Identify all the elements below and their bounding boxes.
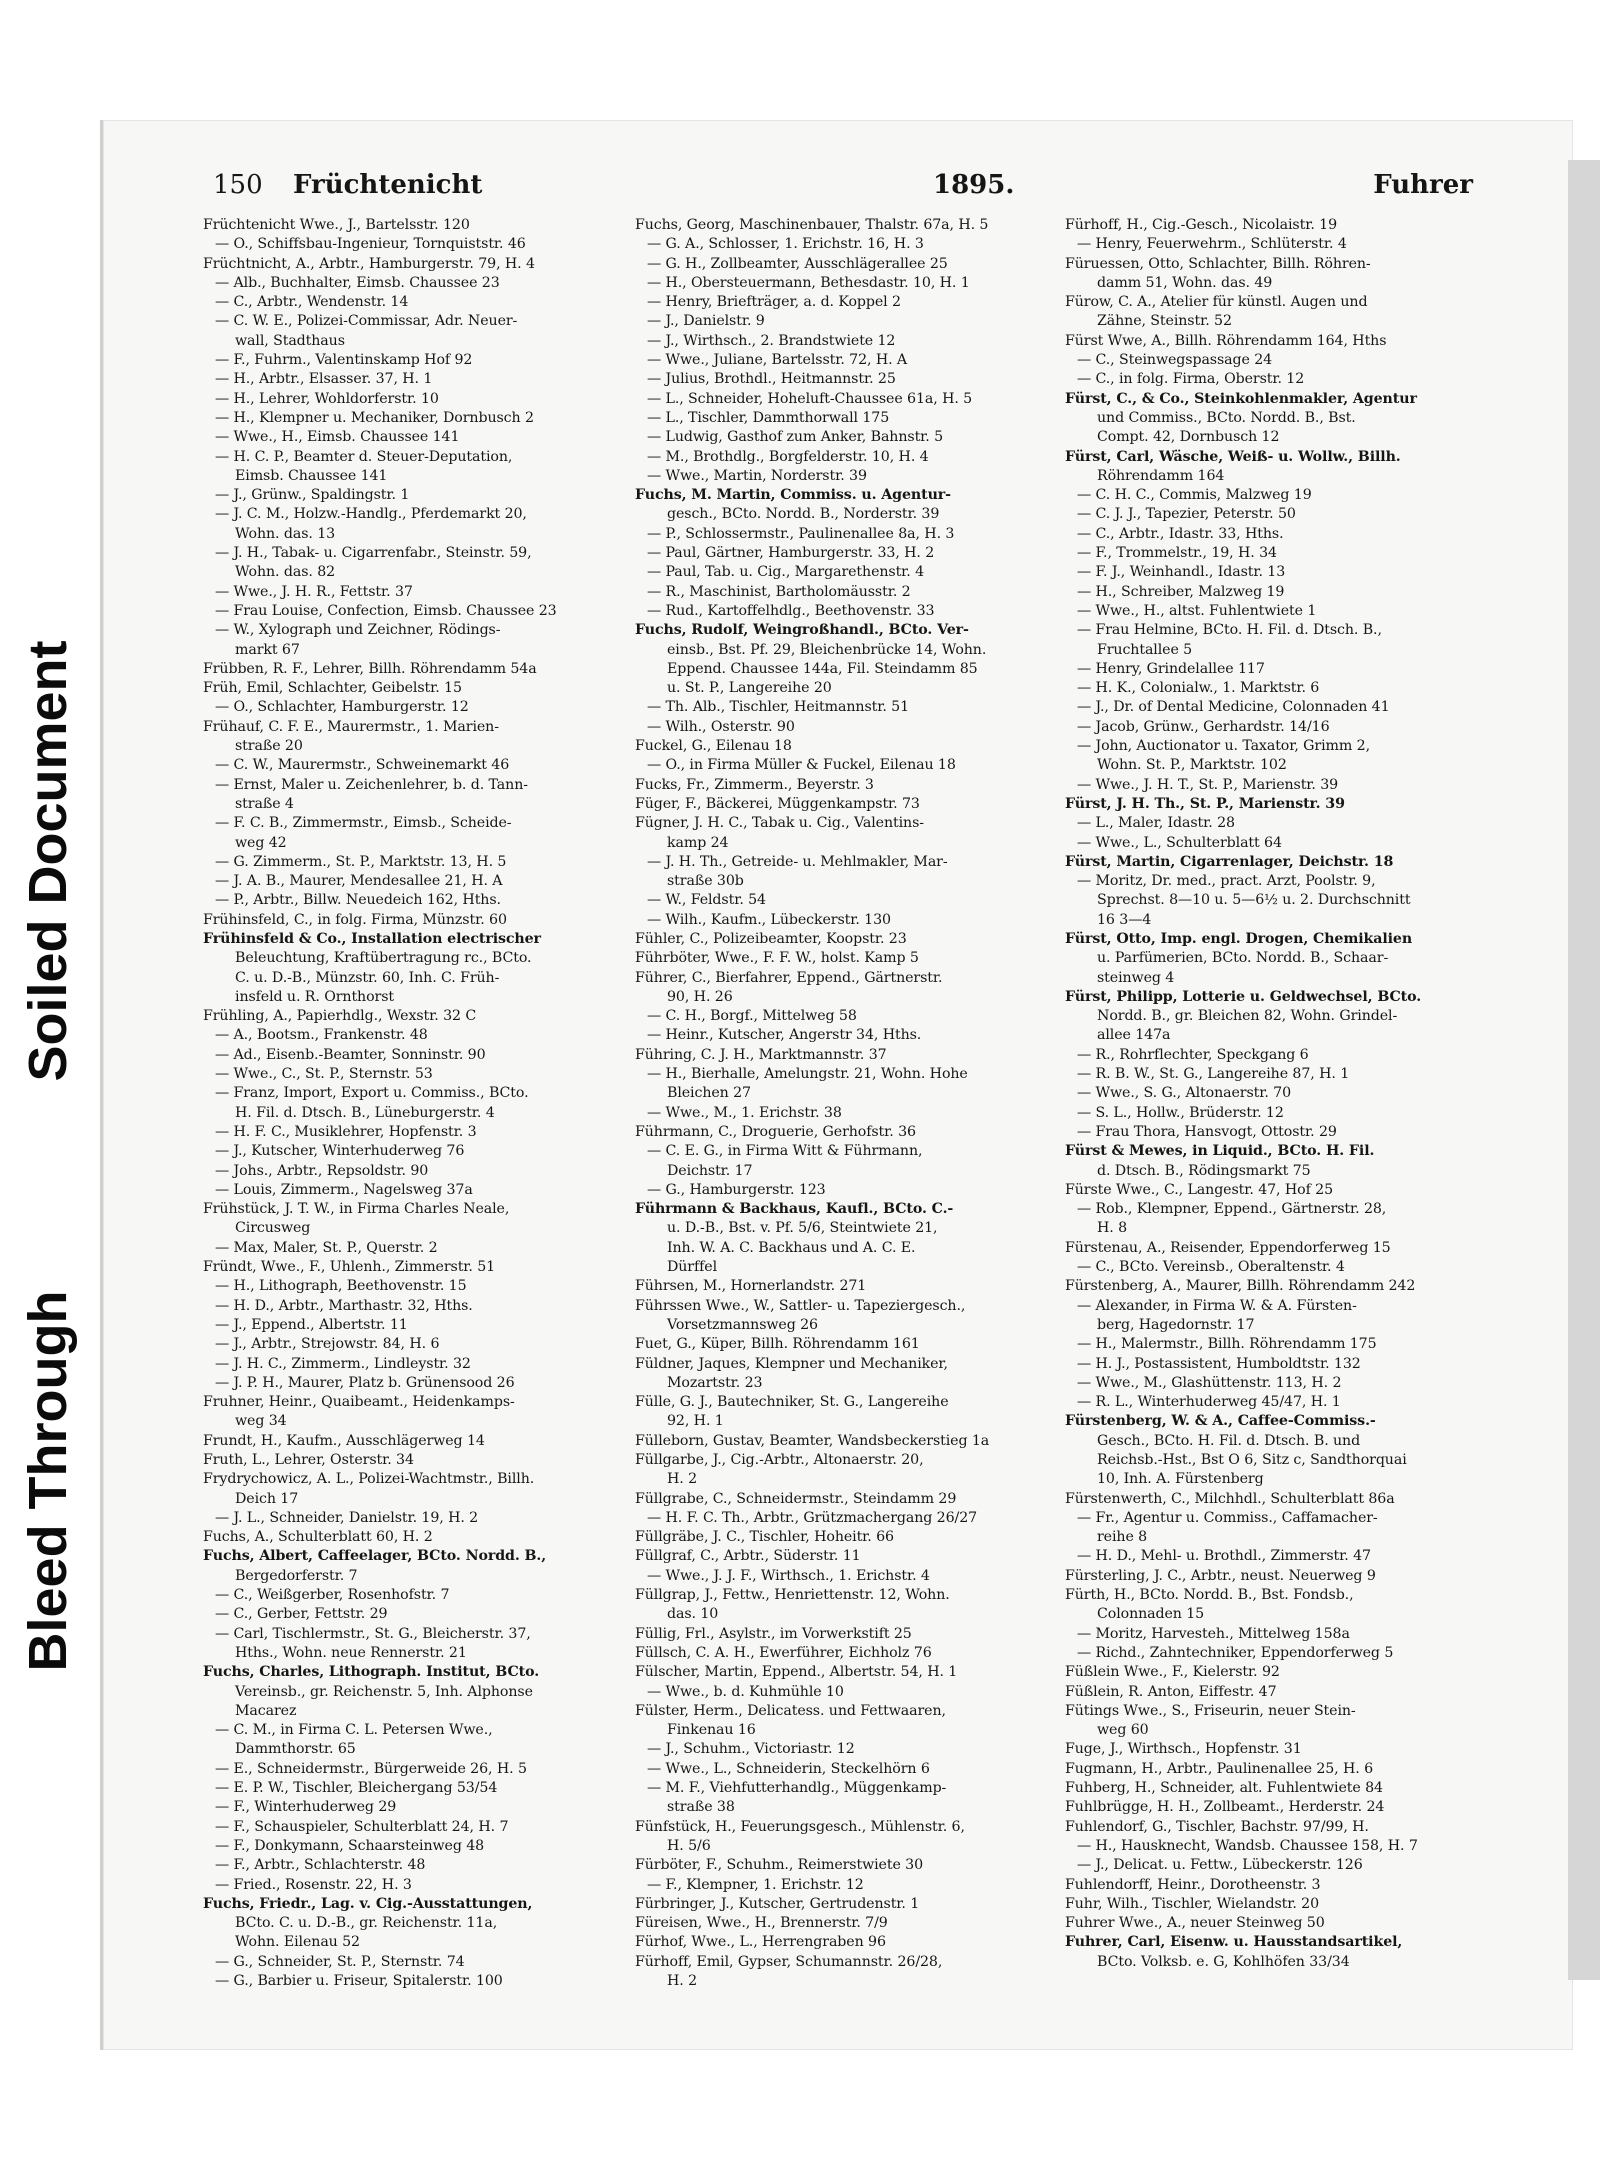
directory-entry: Füruessen, Otto, Schlachter, Billh. Röhren- <box>1065 255 1371 272</box>
directory-entry: — Henry, Grindelallee 117 <box>1077 660 1265 677</box>
directory-entry: 10, Inh. A. Fürstenberg <box>1097 1471 1264 1488</box>
directory-entry: Fuhberg, H., Schneider, alt. Fuhlentwiete 84 <box>1065 1780 1383 1797</box>
directory-entry: Fügner, J. H. C., Tabak u. Cig., Valentins- <box>635 815 924 832</box>
directory-entry: Inh. W. A. C. Backhaus und A. C. E. <box>667 1239 916 1256</box>
directory-entry: — C., Arbtr., Idastr. 33, Hths. <box>1077 525 1284 542</box>
directory-entry: — J., Dr. of Dental Medicine, Colonnaden 41 <box>1077 699 1390 716</box>
directory-entry: Fürstenberg, W. & A., Caffee-Commiss.- <box>1065 1413 1376 1430</box>
directory-entry: H. 5/6 <box>667 1837 711 1854</box>
directory-entry: — A., Bootsm., Frankenstr. 48 <box>215 1027 428 1044</box>
directory-entry: — Fried., Rosenstr. 22, H. 3 <box>215 1876 412 1893</box>
directory-entry: Füllgrap, J., Fettw., Henriettenstr. 12, Wohn. <box>635 1587 950 1604</box>
directory-entry: — Rob., Klempner, Eppend., Gärtnerstr. 28, <box>1077 1201 1387 1218</box>
directory-entry: Fürst, J. H. Th., St. P., Marienstr. 39 <box>1065 795 1345 812</box>
directory-entry: Führssen Wwe., W., Sattler- u. Tapeziergesch., <box>635 1297 966 1314</box>
directory-entry: Fünfstück, H., Feuerungsgesch., Mühlenstr. 6, <box>635 1818 965 1835</box>
directory-entry: Eppend. Chaussee 144a, Fil. Steindamm 85 <box>667 660 978 677</box>
directory-entry: Dammthorstr. 65 <box>235 1741 356 1758</box>
directory-entry: BCto. C. u. D.-B., gr. Reichenstr. 11a, <box>235 1915 498 1932</box>
directory-entry: — Rud., Kartoffelhdlg., Beethovenstr. 33 <box>647 602 935 619</box>
directory-entry: — M., Brothdlg., Borgfelderstr. 10, H. 4 <box>647 448 929 465</box>
directory-entry: — J. P. H., Maurer, Platz b. Grünensood 26 <box>215 1374 515 1391</box>
directory-entry: wall, Stadthaus <box>235 332 345 349</box>
directory-entry: Führing, C. J. H., Marktmannstr. 37 <box>635 1046 887 1063</box>
directory-entry: Wohn. Eilenau 52 <box>235 1934 360 1951</box>
directory-entry: allee 147a <box>1097 1027 1171 1044</box>
directory-entry: — Wwe., Juliane, Bartelsstr. 72, H. A <box>647 352 908 369</box>
directory-entry: 90, H. 26 <box>667 988 733 1005</box>
directory-entry: Compt. 42, Dornbusch 12 <box>1097 429 1280 446</box>
directory-entry: Fuchs, A., Schulterblatt 60, H. 2 <box>203 1529 433 1546</box>
directory-entry: gesch., BCto. Nordd. B., Norderstr. 39 <box>667 506 940 523</box>
directory-entry: — J. C. M., Holzw.-Handlg., Pferdemarkt 20, <box>215 506 527 523</box>
directory-entry: H. 2 <box>667 1973 698 1990</box>
directory-entry: — Jacob, Grünw., Gerhardstr. 14/16 <box>1077 718 1330 735</box>
directory-entry: — J. A. B., Maurer, Mendesallee 21, H. A <box>215 873 503 890</box>
directory-entry: Füllgräbe, J. C., Tischler, Hoheitr. 66 <box>635 1529 894 1546</box>
directory-entry: Fürst & Mewes, in Liquid., BCto. H. Fil. <box>1065 1143 1375 1160</box>
directory-entry: Füllgarbe, J., Cig.-Arbtr., Altonaerstr. 20, <box>635 1452 924 1468</box>
directory-entry: — L., Maler, Idastr. 28 <box>1077 815 1235 832</box>
directory-entry: Frübben, R. F., Lehrer, Billh. Röhrendamm 54a <box>203 660 537 677</box>
directory-entry: — G. A., Schlosser, 1. Erichstr. 16, H. 3 <box>647 236 924 253</box>
directory-entry: Fuge, J., Wirthsch., Hopfenstr. 31 <box>1065 1741 1302 1758</box>
directory-entry: — Wwe., H., Eimsb. Chaussee 141 <box>215 429 460 446</box>
directory-entry: — J., Kutscher, Winterhuderweg 76 <box>215 1143 465 1160</box>
directory-entry: — Henry, Feuerwehrm., Schlüterstr. 4 <box>1077 236 1347 253</box>
directory-entry: Füllsch, C. A. H., Ewerführer, Eichholz 76 <box>635 1644 932 1661</box>
directory-entry: — Alexander, in Firma W. & A. Fürsten- <box>1077 1297 1357 1314</box>
directory-entry: Fründt, Wwe., F., Uhlenh., Zimmerstr. 51 <box>203 1259 496 1276</box>
directory-entry: — P., Schlossermstr., Paulinenallee 8a, H. 3 <box>647 525 955 542</box>
directory-entry: u. D.-B., Bst. v. Pf. 5/6, Steintwiete 21, <box>667 1220 938 1237</box>
directory-entry: Frydrychowicz, A. L., Polizei-Wachtmstr., Billh. <box>203 1471 535 1488</box>
directory-entry: Vorsetzmannsweg 26 <box>667 1316 818 1333</box>
label-bleed-through: Bleed Through <box>18 1290 78 1672</box>
directory-entry: — H. D., Arbtr., Marthastr. 32, Hths. <box>215 1297 473 1314</box>
directory-entry: — G. H., Zollbeamter, Ausschlägerallee 25 <box>647 255 948 272</box>
directory-entry: — H. F. C., Musiklehrer, Hopfenstr. 3 <box>215 1123 477 1140</box>
directory-entry: — F., Klempner, 1. Erichstr. 12 <box>647 1876 864 1893</box>
directory-entry: — Wwe., S. G., Altonaerstr. 70 <box>1077 1085 1292 1102</box>
directory-entry: Fülle, G. J., Bautechniker, St. G., Langereihe <box>635 1394 949 1411</box>
directory-entry: — Ludwig, Gasthof zum Anker, Bahnstr. 5 <box>647 429 944 446</box>
directory-entry: — H. D., Mehl- u. Brothdl., Zimmerstr. 47 <box>1077 1548 1371 1565</box>
directory-entry: — Fr., Agentur u. Commiss., Caffamacher- <box>1077 1509 1378 1526</box>
directory-entry: — C. H., Borgf., Mittelweg 58 <box>647 1008 857 1025</box>
directory-entry: Fürhoff, Emil, Gypser, Schumannstr. 26/28, <box>635 1953 943 1970</box>
directory-entry: — S. L., Hollw., Brüderstr. 12 <box>1077 1104 1284 1121</box>
directory-entry: — J., Eppend., Albertstr. 11 <box>215 1316 408 1333</box>
directory-entry: — John, Auctionator u. Taxator, Grimm 2, <box>1077 738 1370 755</box>
directory-entry: Fuchs, Rudolf, Weingroßhandl., BCto. Ver- <box>635 622 969 639</box>
directory-entry: — H., Lithograph, Beethovenstr. 15 <box>215 1278 467 1295</box>
directory-entry: Fürstenberg, A., Maurer, Billh. Röhrendamm 242 <box>1065 1278 1416 1295</box>
directory-entry: Wohn. das. 13 <box>235 525 336 542</box>
directory-entry: — Carl, Tischlermstr., St. G., Bleicherstr. 37, <box>215 1625 531 1642</box>
directory-entry: — G., Hamburgerstr. 123 <box>647 1181 826 1198</box>
directory-entry: Fuhr, Wilh., Tischler, Wielandstr. 20 <box>1065 1895 1320 1912</box>
directory-entry: weg 34 <box>235 1413 287 1430</box>
directory-entry: Dürffel <box>667 1259 718 1276</box>
directory-entry: — P., Arbtr., Billw. Neuedeich 162, Hths. <box>215 892 501 909</box>
directory-entry: — J. H., Tabak- u. Cigarrenfabr., Steinstr. 59, <box>215 545 532 562</box>
directory-entry: Fruth, L., Lehrer, Osterstr. 34 <box>203 1452 414 1468</box>
directory-entry: Fuet, G., Küper, Billh. Röhrendamm 161 <box>635 1336 920 1353</box>
directory-entry: Fuhrer, Carl, Eisenw. u. Hausstandsartikel, <box>1065 1934 1403 1951</box>
directory-entry: Fürth, H., BCto. Nordd. B., Bst. Fondsb., <box>1065 1587 1354 1604</box>
directory-entry: straße 20 <box>235 738 303 755</box>
directory-entry: Fuchs, M. Martin, Commiss. u. Agentur- <box>635 487 951 504</box>
directory-entry: Eimsb. Chaussee 141 <box>235 467 388 484</box>
adjacent-page-edge <box>1568 160 1600 1980</box>
directory-entry: — Frau Helmine, BCto. H. Fil. d. Dtsch. B., <box>1077 622 1382 639</box>
directory-entry: Fruhner, Heinr., Quaibeamt., Heidenkamps- <box>203 1394 515 1411</box>
directory-entry: — Wwe., M., 1. Erichstr. 38 <box>647 1104 842 1121</box>
directory-entry: einsb., Bst. Pf. 29, Bleichenbrücke 14, Wohn. <box>667 641 987 658</box>
directory-entry: Wohn. St. P., Marktstr. 102 <box>1097 757 1287 774</box>
directory-entry: — H., Malermstr., Billh. Röhrendamm 175 <box>1077 1336 1377 1353</box>
directory-entry: — R., Maschinist, Bartholomäusstr. 2 <box>647 583 911 600</box>
directory-entry: Bergedorferstr. 7 <box>235 1567 358 1584</box>
directory-entry: Fuchs, Georg, Maschinenbauer, Thalstr. 67a, H. 5 <box>635 217 989 233</box>
directory-entry: — F., Fuhrm., Valentinskamp Hof 92 <box>215 352 473 369</box>
directory-entry: — J., Wirthsch., 2. Brandstwiete 12 <box>647 332 896 349</box>
directory-entry: — W., Xylograph und Zeichner, Rödings- <box>215 622 501 639</box>
directory-entry: Beleuchtung, Kraftübertragung rc., BCto. <box>235 950 532 967</box>
directory-entry: — Wwe., L., Schneiderin, Steckelhörn 6 <box>647 1760 930 1777</box>
directory-entry: 16 3—4 <box>1097 911 1152 928</box>
directory-entry: — W., Feldstr. 54 <box>647 892 766 909</box>
directory-entry: — J. H. Th., Getreide- u. Mehlmakler, Mar- <box>647 853 948 870</box>
directory-entry: Fürhof, Wwe., L., Herrengraben 96 <box>635 1934 886 1951</box>
directory-entry: — O., in Firma Müller & Fuckel, Eilenau 18 <box>647 757 956 774</box>
directory-entry: Füldner, Jaques, Klempner und Mechaniker, <box>635 1355 948 1372</box>
directory-entry: Frühling, A., Papierhdlg., Wexstr. 32 C <box>203 1008 477 1025</box>
directory-entry: — Johs., Arbtr., Repsoldstr. 90 <box>215 1162 429 1179</box>
header-right-catchword: Fuhrer <box>1373 170 1473 200</box>
directory-entry: Macarez <box>235 1702 297 1719</box>
directory-entry: — Henry, Briefträger, a. d. Koppel 2 <box>647 294 901 311</box>
directory-entry: — O., Schlachter, Hamburgerstr. 12 <box>215 699 469 716</box>
directory-entry: insfeld u. R. Ornthorst <box>235 988 394 1005</box>
directory-entry: d. Dtsch. B., Rödingsmarkt 75 <box>1097 1162 1311 1179</box>
directory-entry: — Wwe., J. H. T., St. P., Marienstr. 39 <box>1077 776 1339 793</box>
directory-entry: — J., Delicat. u. Fettw., Lübeckerstr. 126 <box>1077 1857 1363 1874</box>
header-left-catchword: Früchtenicht <box>293 170 483 200</box>
directory-entry: Fürst, Carl, Wäsche, Weiß- u. Wollw., Billh. <box>1065 448 1401 465</box>
directory-entry: — E., Schneidermstr., Bürgerweide 26, H. 5 <box>215 1760 527 1777</box>
directory-entry: Mozartstr. 23 <box>667 1374 763 1391</box>
directory-entry: Fuhlbrügge, H. H., Zollbeamt., Herderstr. 24 <box>1065 1799 1385 1816</box>
directory-entry: Fütings Wwe., S., Friseurin, neuer Stein- <box>1065 1702 1356 1719</box>
directory-entry: berg, Hagedornstr. 17 <box>1097 1316 1255 1333</box>
directory-entry: — G. Zimmerm., St. P., Marktstr. 13, H. 5 <box>215 853 507 870</box>
directory-entry: Fürst Wwe, A., Billh. Röhrendamm 164, Hths <box>1065 332 1387 349</box>
page-header <box>213 170 1473 210</box>
directory-entry: — Wilh., Osterstr. 90 <box>647 718 795 735</box>
directory-entry: straße 30b <box>667 873 744 890</box>
directory-entry: — R., Rohrflechter, Speckgang 6 <box>1077 1046 1309 1063</box>
directory-entry: — C. M., in Firma C. L. Petersen Wwe., <box>215 1722 493 1739</box>
directory-entry: Fruchtallee 5 <box>1097 641 1193 658</box>
directory-entry: Fülster, Herm., Delicatess. und Fettwaaren, <box>635 1702 946 1719</box>
directory-entry: Vereinsb., gr. Reichenstr. 5, Inh. Alphonse <box>235 1683 533 1700</box>
directory-entry: — H. K., Colonialw., 1. Marktstr. 6 <box>1077 680 1320 697</box>
directory-entry: — H., Klempner u. Mechaniker, Dornbusch 2 <box>215 409 534 426</box>
directory-entry: weg 60 <box>1097 1722 1149 1739</box>
directory-entry: Fuchs, Friedr., Lag. v. Cig.-Ausstattungen, <box>203 1895 533 1912</box>
directory-entry: — Franz, Import, Export u. Commiss., BCto. <box>215 1085 529 1102</box>
directory-entry: BCto. Volksb. e. G, Kohlhöfen 33/34 <box>1097 1953 1350 1970</box>
directory-entry: — J., Danielstr. 9 <box>647 313 765 330</box>
directory-entry: — C., Arbtr., Wendenstr. 14 <box>215 294 409 311</box>
directory-entry: Fürsterling, J. C., Arbtr., neust. Neuerweg 9 <box>1065 1567 1376 1584</box>
directory-entry: Fürst, Martin, Cigarrenlager, Deichstr. 18 <box>1065 853 1394 870</box>
directory-entry: Sprechst. 8—10 u. 5—6½ u. 2. Durchschnitt <box>1097 892 1411 909</box>
directory-entry: Führmann, C., Droguerie, Gerhofstr. 36 <box>635 1123 916 1140</box>
directory-entry: Fürbringer, J., Kutscher, Gertrudenstr. 1 <box>635 1895 920 1912</box>
directory-entry: — F., Winterhuderweg 29 <box>215 1799 397 1816</box>
directory-entry: straße 38 <box>667 1799 735 1816</box>
directory-entry: Füßlein, R. Anton, Eiffestr. 47 <box>1065 1683 1277 1700</box>
directory-entry: — Frau Louise, Confection, Eimsb. Chaussee 23 <box>215 602 557 619</box>
directory-column-3 <box>1065 216 1485 2046</box>
directory-entry: — J., Grünw., Spaldingstr. 1 <box>215 487 410 504</box>
directory-entry: — C. W. E., Polizei-Commissar, Adr. Neuer- <box>215 313 518 330</box>
directory-entry: Colonnaden 15 <box>1097 1606 1205 1623</box>
directory-entry: — H., Arbtr., Elsasser. 37, H. 1 <box>215 371 433 388</box>
directory-entry: — Wwe., J. H. R., Fettstr. 37 <box>215 583 413 600</box>
directory-entry: Füllig, Frl., Asylstr., im Vorwerkstift 25 <box>635 1625 912 1642</box>
directory-entry: und Commiss., BCto. Nordd. B., Bst. <box>1097 409 1356 426</box>
directory-entry: — C. J. J., Tapezier, Peterstr. 50 <box>1077 506 1296 523</box>
directory-entry: — O., Schiffsbau-Ingenieur, Tornquiststr. 46 <box>215 236 526 253</box>
directory-entry: — Louis, Zimmerm., Nagelsweg 37a <box>215 1181 473 1198</box>
directory-entry: — F., Donkymann, Schaarsteinweg 48 <box>215 1837 485 1854</box>
directory-entry: Füßlein Wwe., F., Kielerstr. 92 <box>1065 1664 1280 1681</box>
directory-entry: Fugmann, H., Arbtr., Paulinenallee 25, H. 6 <box>1065 1760 1374 1777</box>
directory-entry: — H. J., Postassistent, Humboldtstr. 132 <box>1077 1355 1361 1372</box>
directory-entry: — Alb., Buchhalter, Eimsb. Chaussee 23 <box>215 274 500 291</box>
directory-entry: — Richd., Zahntechniker, Eppendorferweg 5 <box>1077 1644 1394 1661</box>
directory-entry: — Wwe., H., altst. Fuhlentwiete 1 <box>1077 602 1317 619</box>
directory-entry: Füllgraf, C., Arbtr., Süderstr. 11 <box>635 1548 861 1565</box>
directory-entry: — L., Tischler, Dammthorwall 175 <box>647 409 890 426</box>
directory-entry: — J. L., Schneider, Danielstr. 19, H. 2 <box>215 1509 479 1526</box>
directory-entry: — R. B. W., St. G., Langereihe 87, H. 1 <box>1077 1066 1350 1083</box>
directory-entry: — R. L., Winterhuderweg 45/47, H. 1 <box>1077 1394 1341 1411</box>
directory-entry: Nordd. B., gr. Bleichen 82, Wohn. Grindel- <box>1097 1008 1398 1025</box>
directory-entry: — L., Schneider, Hoheluft-Chaussee 61a, H. 5 <box>647 390 973 407</box>
directory-entry: Früchtenicht Wwe., J., Bartelsstr. 120 <box>203 217 470 233</box>
directory-entry: — Wwe., J. J. F., Wirthsch., 1. Erichstr. 4 <box>647 1567 930 1584</box>
directory-entry: — H., Lehrer, Wohldorferstr. 10 <box>215 390 439 407</box>
directory-entry: — Heinr., Kutscher, Angerstr 34, Hths. <box>647 1027 922 1044</box>
directory-entry: reihe 8 <box>1097 1529 1148 1546</box>
directory-entry: — J. H. C., Zimmerm., Lindleystr. 32 <box>215 1355 471 1372</box>
directory-entry: — Wwe., Martin, Norderstr. 39 <box>647 467 867 484</box>
directory-entry: — E. P. W., Tischler, Bleichergang 53/54 <box>215 1780 498 1797</box>
directory-entry: 92, H. 1 <box>667 1413 724 1430</box>
label-soiled-document: Soiled Document <box>18 640 78 1082</box>
directory-entry: Röhrendamm 164 <box>1097 467 1225 484</box>
directory-entry: — Frau Thora, Hansvogt, Ottostr. 29 <box>1077 1123 1337 1140</box>
directory-entry: — Moritz, Dr. med., pract. Arzt, Poolstr. 9, <box>1077 873 1376 890</box>
directory-entry: Frühinsfeld, C., in folg. Firma, Münzstr. 60 <box>203 911 507 928</box>
directory-entry: Fuhlendorff, Heinr., Dorotheenstr. 3 <box>1065 1876 1321 1893</box>
directory-entry: Frundt, H., Kaufm., Ausschlägerweg 14 <box>203 1432 485 1449</box>
directory-entry: H. 8 <box>1097 1220 1128 1237</box>
directory-entry: — Wwe., M., Glashüttenstr. 113, H. 2 <box>1077 1374 1342 1391</box>
directory-entry: — H., Obersteuermann, Bethesdastr. 10, H. 1 <box>647 274 970 291</box>
directory-entry: markt 67 <box>235 641 300 658</box>
directory-entry: — Paul, Tab. u. Cig., Margarethenstr. 4 <box>647 564 925 581</box>
directory-entry: Fuckel, G., Eilenau 18 <box>635 738 792 755</box>
directory-entry: Füreisen, Wwe., H., Brennerstr. 7/9 <box>635 1915 888 1932</box>
directory-entry: — Julius, Brothdl., Heitmannstr. 25 <box>647 371 896 388</box>
directory-entry: — H., Bierhalle, Amelungstr. 21, Wohn. Hohe <box>647 1066 968 1083</box>
directory-column-1 <box>203 216 623 2046</box>
directory-entry: Früh, Emil, Schlachter, Geibelstr. 15 <box>203 680 462 697</box>
directory-entry: Wohn. das. 82 <box>235 564 336 581</box>
directory-entry: — C. E. G., in Firma Witt & Führmann, <box>647 1143 923 1160</box>
directory-entry: das. 10 <box>667 1606 719 1623</box>
directory-entry: — G., Schneider, St. P., Sternstr. 74 <box>215 1953 465 1970</box>
directory-entry: — C. H. C., Commis, Malzweg 19 <box>1077 487 1312 504</box>
directory-entry: Fuchs, Charles, Lithograph. Institut, BCto. <box>203 1664 540 1681</box>
directory-entry: — C. W., Maurermstr., Schweinemarkt 46 <box>215 757 510 774</box>
directory-entry: Fuhlendorf, G., Tischler, Bachstr. 97/99, H. <box>1065 1818 1369 1835</box>
directory-entry: Fülleborn, Gustav, Beamter, Wandsbeckerstieg 1a <box>635 1432 990 1449</box>
directory-entry: Bleichen 27 <box>667 1085 751 1102</box>
directory-entry: — H. F. C. Th., Arbtr., Grützmachergang 26/27 <box>647 1509 978 1526</box>
directory-entry: — G., Barbier u. Friseur, Spitalerstr. 100 <box>215 1973 503 1990</box>
directory-entry: Zähne, Steinstr. 52 <box>1097 313 1232 330</box>
directory-entry: — C., Weißgerber, Rosenhofstr. 7 <box>215 1587 450 1604</box>
directory-entry: Fürhoff, H., Cig.-Gesch., Nicolaistr. 19 <box>1065 217 1338 233</box>
directory-column-2 <box>635 216 1055 2046</box>
directory-entry: Frühauf, C. F. E., Maurermstr., 1. Marien- <box>203 718 499 735</box>
directory-entry: Früchtnicht, A., Arbtr., Hamburgerstr. 79, H. 4 <box>203 255 535 272</box>
directory-entry: steinweg 4 <box>1097 969 1175 986</box>
directory-entry: u. St. P., Langereihe 20 <box>667 680 832 697</box>
directory-entry: Fuchs, Albert, Caffeelager, BCto. Nordd. B., <box>203 1548 547 1565</box>
directory-entry: — J., Schuhm., Victoriastr. 12 <box>647 1741 855 1758</box>
page-number: 150 <box>213 170 263 200</box>
directory-entry: Fucks, Fr., Zimmerm., Beyerstr. 3 <box>635 776 874 793</box>
directory-entry: — Wwe., b. d. Kuhmühle 10 <box>647 1683 844 1700</box>
directory-entry: — H., Hausknecht, Wandsb. Chaussee 158, H. 7 <box>1077 1837 1418 1854</box>
directory-entry: Finkenau 16 <box>667 1722 756 1739</box>
directory-entry: Hths., Wohn. neue Rennerstr. 21 <box>235 1644 467 1661</box>
directory-page <box>100 120 1573 2050</box>
directory-entry: Füllgrabe, C., Schneidermstr., Steindamm 29 <box>635 1490 957 1507</box>
directory-entry: — Max, Maler, St. P., Querstr. 2 <box>215 1239 438 1256</box>
directory-entry: — Wwe., L., Schulterblatt 64 <box>1077 834 1282 851</box>
directory-entry: Deich 17 <box>235 1490 299 1507</box>
directory-entry: weg 42 <box>235 834 287 851</box>
directory-entry: Fürstenwerth, C., Milchhdl., Schulterblatt 86a <box>1065 1490 1395 1507</box>
directory-entry: — Paul, Gärtner, Hamburgerstr. 33, H. 2 <box>647 545 935 562</box>
directory-entry: H. Fil. d. Dtsch. B., Lüneburgerstr. 4 <box>235 1104 495 1121</box>
directory-entry: kamp 24 <box>667 834 729 851</box>
directory-entry: — F. J., Weinhandl., Idastr. 13 <box>1077 564 1286 581</box>
directory-entry: — J., Arbtr., Strejowstr. 84, H. 6 <box>215 1336 440 1353</box>
directory-entry: — F., Trommelstr., 19, H. 34 <box>1077 545 1277 562</box>
directory-entry: straße 4 <box>235 795 294 812</box>
directory-entry: — F., Schauspieler, Schulterblatt 24, H. 7 <box>215 1818 509 1835</box>
directory-entry: Fühler, C., Polizeibeamter, Koopstr. 23 <box>635 930 907 947</box>
directory-entry: Führer, C., Bierfahrer, Eppend., Gärtnerstr. <box>635 969 943 986</box>
scan-condition-label <box>18 0 78 2177</box>
directory-entry: Fürow, C. A., Atelier für künstl. Augen und <box>1065 294 1368 311</box>
directory-entry: Fürböter, F., Schuhm., Reimerstwiete 30 <box>635 1857 924 1874</box>
directory-entry: — Wilh., Kaufm., Lübeckerstr. 130 <box>647 911 891 928</box>
directory-entry: Fuhrer Wwe., A., neuer Steinweg 50 <box>1065 1915 1325 1932</box>
directory-entry: — Th. Alb., Tischler, Heitmannstr. 51 <box>647 699 910 716</box>
directory-entry: Fürst, Otto, Imp. engl. Drogen, Chemikalien <box>1065 930 1413 947</box>
directory-entry: — F. C. B., Zimmermstr., Eimsb., Scheide- <box>215 815 512 832</box>
directory-entry: — F., Arbtr., Schlachterstr. 48 <box>215 1857 426 1874</box>
directory-entry: Fülscher, Martin, Eppend., Albertstr. 54, H. 1 <box>635 1664 958 1681</box>
directory-entry: H. 2 <box>667 1471 698 1488</box>
directory-entry: Fürste Wwe., C., Langestr. 47, Hof 25 <box>1065 1181 1334 1198</box>
directory-entry: Fürst, C., & Co., Steinkohlenmakler, Agentur <box>1065 390 1417 407</box>
directory-entry: — C., in folg. Firma, Oberstr. 12 <box>1077 371 1305 388</box>
directory-entry: — C., BCto. Vereinsb., Oberaltenstr. 4 <box>1077 1259 1345 1276</box>
directory-entry: — M. F., Viehfutterhandlg., Müggenkamp- <box>647 1780 947 1797</box>
directory-entry: — Ad., Eisenb.-Beamter, Sonninstr. 90 <box>215 1046 486 1063</box>
directory-entry: Füger, F., Bäckerei, Müggenkampstr. 73 <box>635 795 920 812</box>
directory-entry: Frühinsfeld & Co., Installation electrischer <box>203 930 541 947</box>
directory-entry: — Moritz, Harvesteh., Mittelweg 158a <box>1077 1625 1350 1642</box>
directory-entry: Frühstück, J. T. W., in Firma Charles Neale, <box>203 1201 510 1218</box>
directory-entry: Führsen, M., Hornerlandstr. 271 <box>635 1278 867 1295</box>
directory-entry: u. Parfümerien, BCto. Nordd. B., Schaar- <box>1097 950 1389 967</box>
directory-entry: — Wwe., C., St. P., Sternstr. 53 <box>215 1066 433 1083</box>
directory-entry: — C., Steinwegspassage 24 <box>1077 352 1273 369</box>
directory-entry: Fürst, Philipp, Lotterie u. Geldwechsel, BCto. <box>1065 988 1422 1005</box>
directory-entry: damm 51, Wohn. das. 49 <box>1097 274 1273 291</box>
directory-entry: Deichstr. 17 <box>667 1162 753 1179</box>
directory-entry: Fürstenau, A., Reisender, Eppendorferweg 15 <box>1065 1239 1391 1256</box>
directory-entry: — Ernst, Maler u. Zeichenlehrer, b. d. Tann- <box>215 776 528 793</box>
directory-entry: Führmann & Backhaus, Kaufl., BCto. C.- <box>635 1201 954 1218</box>
directory-entry: Gesch., BCto. H. Fil. d. Dtsch. B. und <box>1097 1432 1361 1449</box>
directory-entry: Circusweg <box>235 1220 311 1237</box>
directory-entry: — C., Gerber, Fettstr. 29 <box>215 1606 388 1623</box>
directory-entry: Reichsb.-Hst., Bst O 6, Sitz c, Sandthorquai <box>1097 1452 1407 1468</box>
directory-entry: Führböter, Wwe., F. F. W., holst. Kamp 5 <box>635 950 919 967</box>
directory-entry: C. u. D.-B., Münzstr. 60, Inh. C. Früh- <box>235 969 500 986</box>
directory-entry: — H. C. P., Beamter d. Steuer-Deputation, <box>215 448 513 465</box>
directory-entry: — H., Schreiber, Malzweg 19 <box>1077 583 1285 600</box>
header-year: 1895. <box>933 170 1015 200</box>
